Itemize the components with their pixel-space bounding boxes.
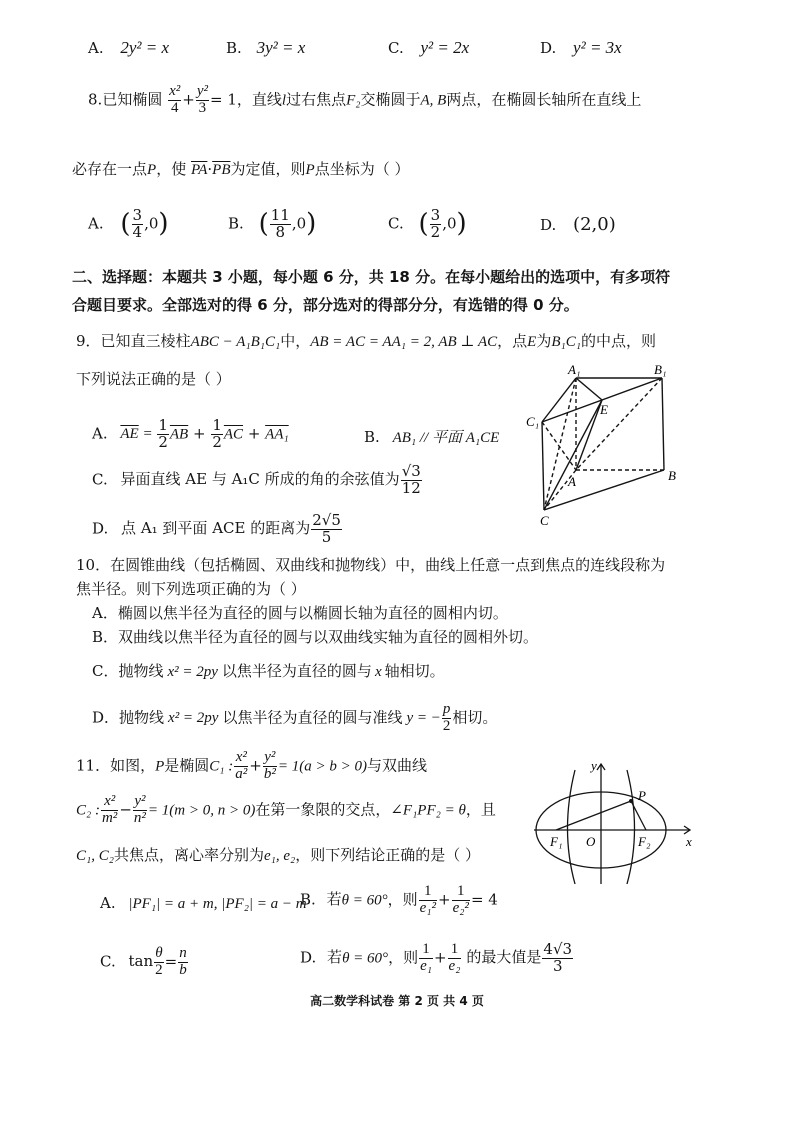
q8-option-b: B. ( $\frac{11}{8}$ ,0)	[228, 206, 317, 241]
q11-label-p: P	[638, 788, 646, 803]
q8-option-c: C. ( $\frac{3}{2}$ ,0)	[388, 206, 467, 241]
q8-line2: 必存在一点P，使 $\overline{PA}\cdot\overline{PB}$为定值，则P点坐标为（ ）	[72, 160, 410, 178]
q11-line3: C₁, C₂共焦点，离心率分别为e₁, e₂，则下列结论正确的是（ ）	[76, 846, 480, 864]
q10-line1: 10．在圆锥曲线（包括椭圆、双曲线和抛物线）中，曲线上任意一点到焦点的连线段称为	[76, 556, 666, 574]
q7-option-c-expr: y² = 2x	[420, 38, 470, 57]
q9-option-c: C. 异面直线 AE 与 A₁C 所成的角的余弦值为 $\frac{√3}{12}$	[92, 462, 421, 497]
q11-conic-figure	[530, 756, 700, 890]
q11-option-d: D. 若θ = 60°，则 $\frac{1}{\text{e₁}}$ + $\frac{1}{\text{e₂}}$ 的最大值是 $\frac{4√3}{3}$	[300, 940, 573, 975]
section2-heading-line1: 二、选择题：本题共 3 小题，每小题 6 分，共 18 分。在每小题给出的选项中，有多项符	[72, 268, 671, 286]
q9-line2: 下列说法正确的是（ ）	[76, 370, 231, 388]
q7-option-a-expr: 2y² = x	[120, 38, 170, 57]
q8-line1: 8.已知椭圆 $\frac{\text{x²}}{4}$ + $\frac{\text{y²}}{3}$ = 1，直线l过右焦点F₂交椭圆于A, B两点，在椭圆长轴所在直线上	[88, 83, 642, 116]
q9-label-e: E	[600, 402, 608, 417]
q9-label-a: A	[568, 474, 576, 489]
q7-option-b: B. 3y² = x	[226, 38, 306, 57]
q11-label-x: x	[686, 834, 692, 849]
q11-label-f2: F₂	[638, 834, 651, 849]
page-footer: 高二数学科试卷 第 2 页 共 4 页	[310, 994, 484, 1008]
q8-frac-y: $\frac{\text{y²}}{3}$	[196, 83, 208, 116]
q9-label-c: C	[540, 513, 549, 528]
q11-line1: 11．如图，P是椭圆C₁ : $\frac{\text{x²}}{\text{a²}}$ + $\frac{\text{y²}}{\text{b²}}$ = 1(a > b > 0)与双曲线	[76, 749, 427, 782]
q11-line2: C₂ : $\frac{\text{x²}}{\text{m²}}$ − $\frac{\text{y²}}{\text{n²}}$ = 1(m > 0, n > 0)在第一象限的交点，∠F₁PF₂ = θ，且	[76, 793, 496, 826]
q9-label-b1: B₁	[654, 362, 667, 377]
q9-line1: 9．已知直三棱柱ABC − A₁B₁C₁中，AB = AC = AA₁ = 2, AB ⊥ AC，点E为B₁C₁的中点，则	[76, 332, 656, 350]
q11-label-y: y	[591, 758, 597, 773]
q7-option-b-expr: 3y² = x	[256, 38, 306, 57]
q9-label-b: B	[668, 468, 676, 483]
q11-option-c: C. tan $\frac{\theta}{2}$ = $\frac{n}{b}$	[100, 945, 187, 978]
q10-line2: 焦半径。则下列选项正确的为（ ）	[76, 580, 306, 598]
q9-option-b: B. AB₁ // 平面 A₁CE	[364, 428, 500, 446]
q7-option-a: A. 2y² = x	[88, 38, 170, 57]
q9-option-a: A. $\overline{AE}$ = $\frac{1}{2}$ $\overline{AB}$ + $\frac{1}{2}$ $\overline{AC} + AA_1$	[92, 416, 289, 451]
q7-option-d: D. y² = 3x	[540, 38, 622, 57]
q8-option-d: D. (2,0)	[540, 214, 616, 235]
q11-label-f1: F₁	[550, 834, 563, 849]
q11-label-o: O	[586, 834, 596, 849]
q8-vector-pb: $\overline{PB}$	[212, 162, 231, 178]
q9-label-a1: A₁	[568, 362, 581, 377]
q10-option-d: D．抛物线 x² = 2py 以焦半径为直径的圆与准线 y = − $\frac{p}{2}$ 相切。	[92, 701, 498, 734]
q8-vector-pa: $\overline{PA}$	[190, 162, 208, 178]
q7-option-c: C. y² = 2x	[388, 38, 470, 57]
q10-option-b: B．双曲线以焦半径为直径的圆与以双曲线实轴为直径的圆相外切。	[92, 628, 539, 646]
q8-option-a: A. ( $\frac{3}{4}$ ,0)	[88, 206, 169, 241]
q11-option-b: B. 若θ = 60°，则 $\frac{1}{\text{e₁²}}$ + $\frac{1}{\text{e₂²}}$ = 4	[300, 883, 498, 916]
q11-option-a: A. |PF₁| = a + m, |PF₂| = a − m	[100, 894, 307, 912]
section2-heading-line2: 合题目要求。全部选对的得 6 分，部分选对的得部分分，有选错的得 0 分。	[72, 296, 579, 314]
q7-option-d-expr: y² = 3x	[573, 38, 622, 57]
q9-prism-figure	[520, 360, 700, 530]
q8-frac-x: $\frac{\text{x²}}{4}$	[169, 83, 181, 116]
q10-option-a: A．椭圆以焦半径为直径的圆与以椭圆长轴为直径的圆相内切。	[92, 604, 508, 622]
q10-option-c: C．抛物线 x² = 2py 以焦半径为直径的圆与 x 轴相切。	[92, 662, 445, 680]
q9-label-c1: C₁	[526, 414, 540, 429]
q9-option-d: D. 点 A₁ 到平面 ACE 的距离为 $\frac{2√5}{5}$	[92, 511, 341, 546]
